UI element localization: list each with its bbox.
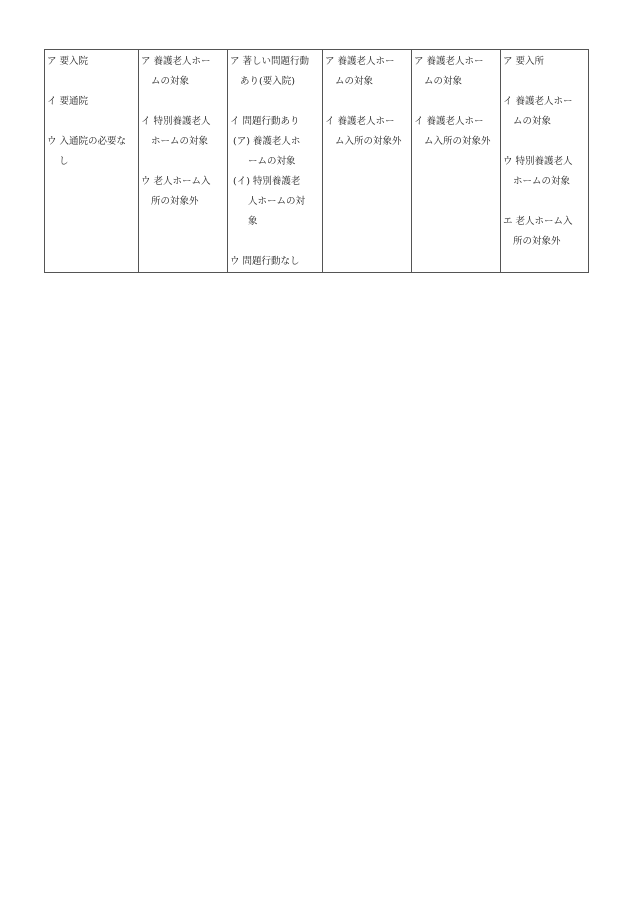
cell-line: ホームの対象 xyxy=(513,176,571,187)
cell-line: ア 要入所 xyxy=(503,56,545,67)
cell-line: イ 特別養護老人 xyxy=(141,116,211,127)
table-column-2 xyxy=(139,50,228,272)
cell-line: イ 要通院 xyxy=(47,96,89,107)
cell-line: エ 老人ホーム入 xyxy=(503,216,573,227)
cell-line: ムの対象 xyxy=(513,116,552,127)
cell-line: ア 要入院 xyxy=(47,56,89,67)
cell-line: イ 養護老人ホー xyxy=(503,96,573,107)
cell-line: ア 養護老人ホー xyxy=(325,56,395,67)
cell-line: ム入所の対象外 xyxy=(424,136,491,147)
cell-line: ア 養護老人ホー xyxy=(141,56,211,67)
cell-line: イ 養護老人ホー xyxy=(414,116,484,127)
cell-line: ウ 入通院の必要な xyxy=(47,136,127,147)
cell-line: ウ 特別養護老人 xyxy=(503,156,573,167)
cell-line: ムの対象 xyxy=(151,76,190,87)
cell-line: ア 養護老人ホー xyxy=(414,56,484,67)
cell-line: (ア) 養護老人ホ xyxy=(233,136,301,147)
table-column-5 xyxy=(412,50,501,272)
cell-line: あり(要入院) xyxy=(240,76,295,87)
cell-line: (イ) 特別養護老 xyxy=(233,176,301,187)
cell-line: ホームの対象 xyxy=(151,136,209,147)
classification-table xyxy=(44,49,589,273)
table-column-4 xyxy=(323,50,412,272)
cell-line: ームの対象 xyxy=(248,156,296,167)
cell-line: し xyxy=(59,156,69,167)
table-column-3 xyxy=(228,50,323,272)
cell-line: ム入所の対象外 xyxy=(335,136,402,147)
cell-line: 所の対象外 xyxy=(151,196,199,207)
cell-line: ムの対象 xyxy=(335,76,374,87)
cell-line: ウ 老人ホーム入 xyxy=(141,176,211,187)
cell-line: ウ 問題行動なし xyxy=(230,256,300,267)
cell-line: 所の対象外 xyxy=(513,236,561,247)
cell-line: ア 著しい問題行動 xyxy=(230,56,310,67)
cell-line: ムの対象 xyxy=(424,76,463,87)
cell-line: イ 養護老人ホー xyxy=(325,116,395,127)
cell-line: 象 xyxy=(248,216,258,227)
table-column-6 xyxy=(501,50,588,272)
cell-line: 人ホームの対 xyxy=(248,196,306,207)
table-column-1 xyxy=(45,50,139,272)
cell-line: イ 問題行動あり xyxy=(230,116,300,127)
